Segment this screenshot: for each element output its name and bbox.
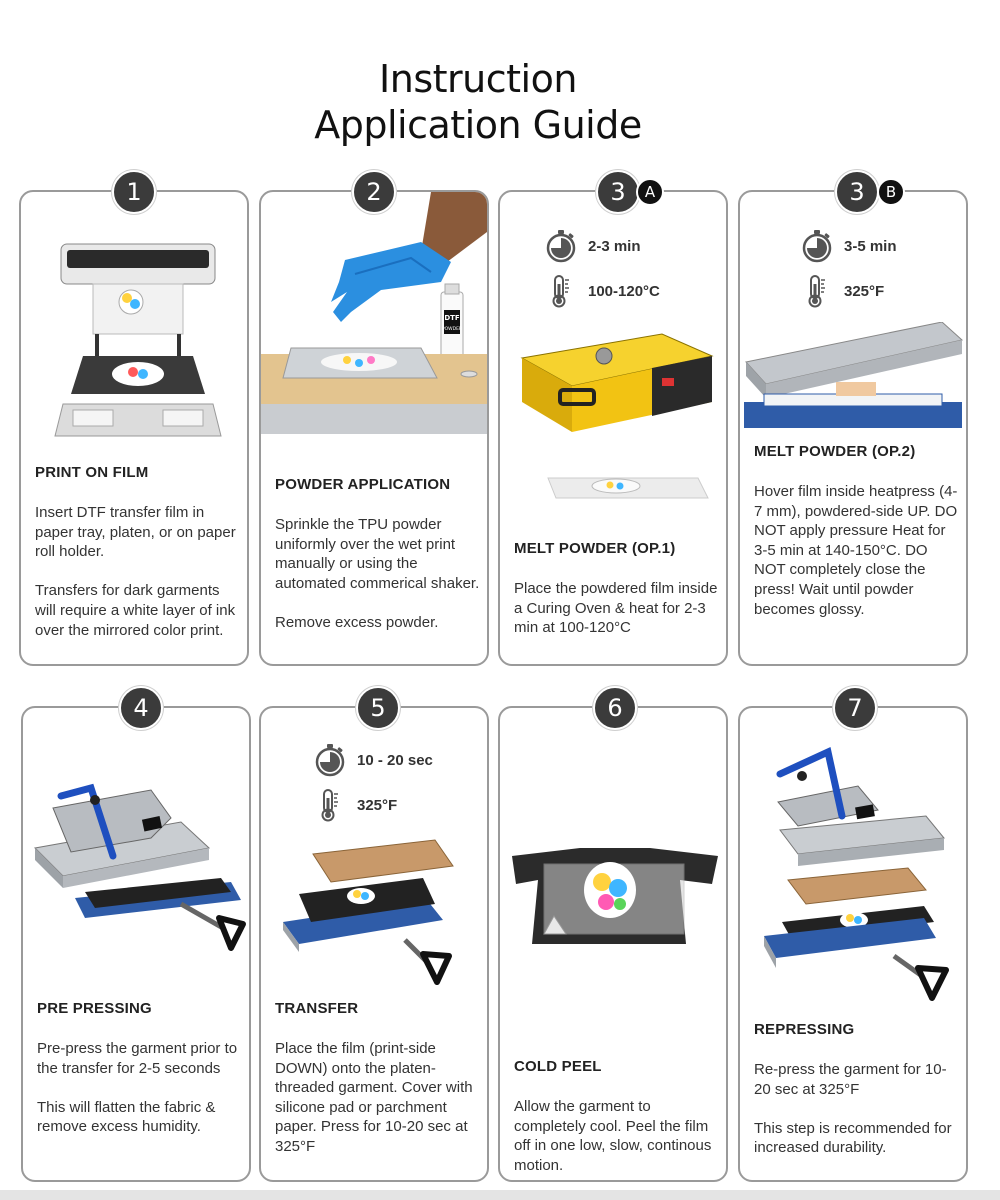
stopwatch-icon — [544, 229, 578, 263]
step-card-3a — [498, 178, 728, 666]
step-description — [37, 1039, 245, 1137]
step-paragraph: Re-press the garment for 10-20 sec at 325°F — [754, 1061, 947, 1098]
printer-illustration — [53, 236, 223, 446]
page-title — [0, 56, 956, 148]
step-number-badge: 3 — [596, 170, 640, 214]
heat-press-pre-pressing-illustration — [31, 778, 247, 978]
step-heading: PRE PRESSING — [37, 1000, 152, 1017]
step-card-2 — [259, 178, 489, 666]
step-paragraph: This will flatten the fabric & remove excess humidity. — [37, 1098, 216, 1136]
temperature-spec — [313, 788, 397, 822]
step-paragraph: Sprinkle the TPU powder uniformly over the wet print manually or using the automated commerical shaker. — [275, 516, 480, 592]
step-number-badge: 1 — [112, 170, 156, 214]
step-heading: POWDER APPLICATION — [275, 476, 451, 493]
step-heading: MELT POWDER (OP.2) — [754, 443, 916, 460]
temperature-value: 325°F — [844, 282, 885, 300]
option-badge: B — [877, 178, 905, 206]
step-description — [754, 1060, 962, 1158]
step-paragraph: Hover film inside heatpress (4-7 mm), powdered-side UP. DO NOT apply pressure Heat for 3-5 min at 140-150°C. DO NOT completely close the press! Wait until powder becomes glossy. — [754, 483, 958, 618]
temperature-spec — [544, 274, 660, 308]
transfer-press-illustration — [277, 832, 477, 1002]
time-value: 2-3 min — [588, 237, 641, 255]
step-description — [275, 515, 483, 633]
step-number-badge: 5 — [356, 686, 400, 730]
step-paragraph: Allow the garment to completely cool. Peel the film off in one low, slow, continous motion. — [514, 1098, 712, 1174]
step-number-badge: 2 — [352, 170, 396, 214]
temperature-spec — [800, 274, 884, 308]
step-paragraph: Remove excess powder. — [275, 613, 439, 631]
step-heading: PRINT ON FILM — [35, 464, 149, 481]
step-card-3b — [738, 178, 968, 666]
step-paragraph: Transfers for dark garments will require a white layer of ink over the mirrored color print. — [35, 582, 236, 639]
thermometer-icon — [544, 274, 578, 308]
step-card-7 — [738, 694, 968, 1182]
step-card-5 — [259, 694, 489, 1182]
step-heading: MELT POWDER (OP.1) — [514, 540, 676, 557]
step-paragraph: Insert DTF transfer film in paper tray, platen, or on paper roll holder. — [35, 504, 236, 561]
step-paragraph: Place the film (print-side DOWN) onto the platen-threaded garment. Cover with silicone pad or parchment paper. Press for 10-20 sec at 325°F — [275, 1040, 473, 1155]
stopwatch-icon — [800, 229, 834, 263]
time-value: 10 - 20 sec — [357, 751, 433, 769]
option-badge: A — [636, 178, 664, 206]
step-number-badge: 6 — [593, 686, 637, 730]
step-description — [35, 503, 243, 640]
thermometer-icon — [313, 788, 347, 822]
bottle-label-line-1: DTF — [444, 314, 460, 322]
step-card-1 — [19, 178, 249, 666]
time-spec — [313, 743, 433, 777]
cold-peel-shirt-illustration — [508, 846, 722, 952]
temperature-value: 325°F — [357, 796, 398, 814]
time-spec — [544, 229, 641, 263]
title-line-1: Instruction — [379, 57, 577, 101]
step-number-badge: 7 — [833, 686, 877, 730]
step-number-badge: 3 — [835, 170, 879, 214]
step-heading: REPRESSING — [754, 1021, 855, 1038]
step-description — [514, 579, 722, 638]
bottle-label-line-2: POWDER — [441, 327, 463, 332]
thermometer-icon — [800, 274, 834, 308]
step-paragraph: Pre-press the garment prior to the transfer for 2-5 seconds — [37, 1040, 238, 1077]
step-paragraph: This step is recommended for increased durability. — [754, 1119, 952, 1157]
temperature-value: 100-120°C — [588, 282, 660, 300]
step-card-4 — [21, 694, 251, 1182]
powder-application-illustration — [261, 192, 487, 437]
repressing-illustration — [758, 746, 962, 1002]
curing-oven-illustration — [512, 328, 718, 508]
time-value: 3-5 min — [844, 237, 897, 255]
time-spec — [800, 229, 897, 263]
step-card-6 — [498, 694, 728, 1182]
footer-bar — [0, 1190, 1000, 1200]
step-number-badge: 4 — [119, 686, 163, 730]
step-description — [754, 482, 962, 619]
step-description — [514, 1097, 722, 1175]
step-paragraph: Place the powdered film inside a Curing Oven & heat for 2-3 min at 100-120°C — [514, 580, 718, 637]
step-description — [275, 1039, 483, 1157]
stopwatch-icon — [313, 743, 347, 777]
step-heading: TRANSFER — [275, 1000, 359, 1017]
title-line-2: Application Guide — [314, 103, 642, 147]
hovering-press-illustration — [744, 322, 966, 434]
step-heading: COLD PEEL — [514, 1058, 602, 1075]
